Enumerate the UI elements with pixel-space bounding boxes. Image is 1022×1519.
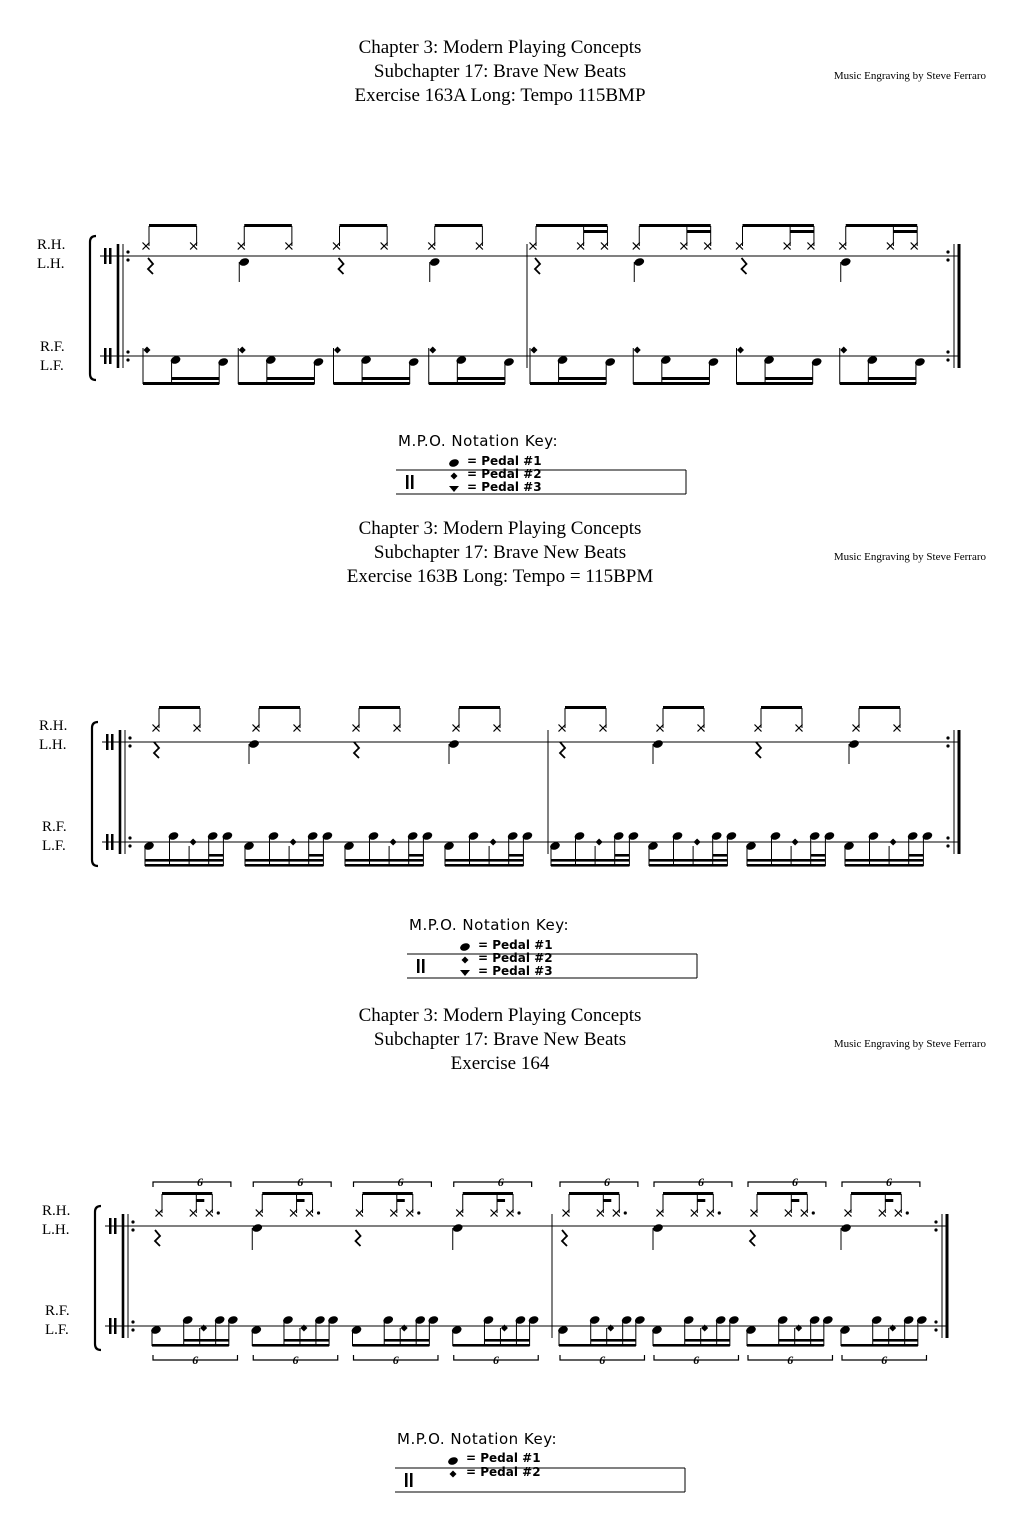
note-head [452, 1223, 464, 1233]
tuplet-bracket [748, 1182, 826, 1187]
tuplet-number: 6 [297, 1175, 304, 1189]
beam-16th [779, 1339, 824, 1342]
engraving-credit: Music Engraving by Steve Ferraro [833, 1038, 986, 1050]
quarter-rest [356, 1230, 361, 1246]
subchapter-title: Subchapter 17: Brave New Beats [373, 542, 627, 563]
percussion-clef [109, 1318, 112, 1334]
percussion-clef [109, 1218, 112, 1234]
staff-label-lf: L.F. [42, 838, 66, 854]
augmentation-dot [131, 1320, 134, 1323]
staff-label-rf: R.F. [40, 339, 65, 355]
key-pedal-1: = Pedal #1 [466, 1451, 541, 1465]
note-head [840, 1223, 852, 1233]
staff-label-lh: L.H. [37, 256, 65, 272]
beam [841, 1344, 918, 1347]
beam [663, 1192, 713, 1195]
tuplet-bracket [253, 1182, 331, 1187]
key-pedal-1: = Pedal #1 [467, 454, 542, 468]
beam [851, 1192, 901, 1195]
tuplet-bracket [454, 1182, 532, 1187]
tuplet-bracket [560, 1182, 638, 1187]
tuplet-number: 6 [881, 1353, 888, 1367]
beam [747, 1344, 824, 1347]
tuplet-bracket [842, 1182, 920, 1187]
key-pedal-2: = Pedal #2 [466, 1465, 541, 1479]
engraving-credit: Music Engraving by Steve Ferraro [833, 70, 986, 82]
beam [559, 1344, 636, 1347]
subchapter-title: Subchapter 17: Brave New Beats [373, 1029, 627, 1050]
notation-key-title: M.P.O. Notation Key: [398, 432, 559, 450]
notation-key-title: M.P.O. Notation Key: [397, 1430, 558, 1448]
percussion-clef [114, 1218, 117, 1234]
beam-16th [591, 1339, 636, 1342]
beam-16th [397, 1199, 405, 1202]
augmentation-dot [517, 1211, 520, 1214]
chapter-title: Chapter 3: Modern Playing Concepts [358, 37, 642, 58]
key-pedal-2: = Pedal #2 [467, 467, 542, 481]
augmentation-dot [812, 1211, 815, 1214]
augmentation-dot [317, 1211, 320, 1214]
note-head [251, 1223, 263, 1233]
tuplet-number: 6 [397, 1175, 404, 1189]
key-pedal-1: = Pedal #1 [478, 938, 553, 952]
staff-label-rh: R.H. [42, 1203, 71, 1219]
tuplet-number: 6 [492, 1353, 499, 1367]
notation-key-staff [395, 1458, 695, 1498]
staff-label-rf: R.F. [42, 819, 67, 835]
staff-label-lh: L.H. [39, 737, 67, 753]
key-pedal-3: = Pedal #3 [478, 964, 553, 978]
percussion-clef [410, 1473, 413, 1487]
tuplet-number: 6 [196, 1175, 203, 1189]
tuplet-number: 6 [787, 1353, 794, 1367]
tuplet-number: 6 [697, 1175, 704, 1189]
beam-16th [297, 1199, 305, 1202]
augmentation-dot [417, 1211, 420, 1214]
exercise-title: Exercise 163A Long: Tempo 115BMP [354, 85, 646, 106]
beam [569, 1192, 619, 1195]
subchapter-title: Subchapter 17: Brave New Beats [373, 61, 627, 82]
augmentation-dot [934, 1320, 937, 1323]
tuplet-number: 6 [791, 1175, 798, 1189]
staff-label-lf: L.F. [40, 358, 64, 374]
beam-16th [284, 1339, 329, 1342]
exercise-title: Exercise 163B Long: Tempo = 115BPM [346, 566, 654, 587]
beam-16th [497, 1199, 505, 1202]
beam-16th [685, 1339, 730, 1342]
augmentation-dot [718, 1211, 721, 1214]
quarter-rest [562, 1230, 567, 1246]
percussion-clef [405, 1473, 408, 1487]
beam-16th [697, 1199, 705, 1202]
tuplet-number: 6 [192, 1353, 199, 1367]
engraving-credit: Music Engraving by Steve Ferraro [833, 551, 986, 563]
staff-label-rh: R.H. [39, 718, 68, 734]
key-pedal-2: = Pedal #2 [478, 951, 553, 965]
beam-16th [196, 1199, 204, 1202]
system-bracket [95, 1206, 101, 1350]
quarter-rest [750, 1230, 755, 1246]
beam [363, 1192, 413, 1195]
augmentation-dot [624, 1211, 627, 1214]
exercise-title: Exercise 164 [450, 1053, 550, 1074]
beam [162, 1192, 212, 1195]
chapter-title: Chapter 3: Modern Playing Concepts [358, 1005, 642, 1026]
tuplet-number: 6 [885, 1175, 892, 1189]
beam-16th [873, 1339, 918, 1342]
beam [453, 1344, 530, 1347]
tuplet-bracket [654, 1182, 732, 1187]
tuplet-number: 6 [392, 1353, 399, 1367]
key-pedal-3: = Pedal #3 [467, 480, 542, 494]
beam [463, 1192, 513, 1195]
beam-16th [885, 1199, 893, 1202]
beam [653, 1344, 730, 1347]
beam-16th [484, 1339, 529, 1342]
staff-label-lf: L.F. [45, 1322, 69, 1338]
beam [353, 1344, 430, 1347]
augmentation-dot [131, 1228, 134, 1231]
beam [757, 1192, 807, 1195]
augmentation-dot [934, 1328, 937, 1331]
beam-16th [384, 1339, 429, 1342]
beam-16th [791, 1199, 799, 1202]
tuplet-number: 6 [603, 1175, 610, 1189]
augmentation-dot [934, 1220, 937, 1223]
notation-key-title: M.P.O. Notation Key: [409, 916, 570, 934]
quarter-rest [155, 1230, 160, 1246]
beam [252, 1344, 329, 1347]
tuplet-bracket [153, 1182, 231, 1187]
beam-16th [603, 1199, 611, 1202]
staff-label-rf: R.F. [45, 1303, 70, 1319]
note-head [447, 1456, 459, 1466]
beam [152, 1344, 229, 1347]
tuplet-number: 6 [497, 1175, 504, 1189]
pedal-2-note [450, 1471, 457, 1478]
tuplet-number: 6 [693, 1353, 700, 1367]
staff-label-lh: L.H. [42, 1222, 70, 1238]
augmentation-dot [217, 1211, 220, 1214]
percussion-clef [114, 1318, 117, 1334]
beam [262, 1192, 312, 1195]
beam-16th [184, 1339, 229, 1342]
note-head [652, 1223, 664, 1233]
chapter-title: Chapter 3: Modern Playing Concepts [358, 518, 642, 539]
tuplet-bracket [354, 1182, 432, 1187]
augmentation-dot [131, 1220, 134, 1223]
staff-label-rh: R.H. [37, 237, 66, 253]
tuplet-number: 6 [292, 1353, 299, 1367]
tuplet-number: 6 [599, 1353, 606, 1367]
augmentation-dot [131, 1328, 134, 1331]
augmentation-dot [906, 1211, 909, 1214]
augmentation-dot [934, 1228, 937, 1231]
